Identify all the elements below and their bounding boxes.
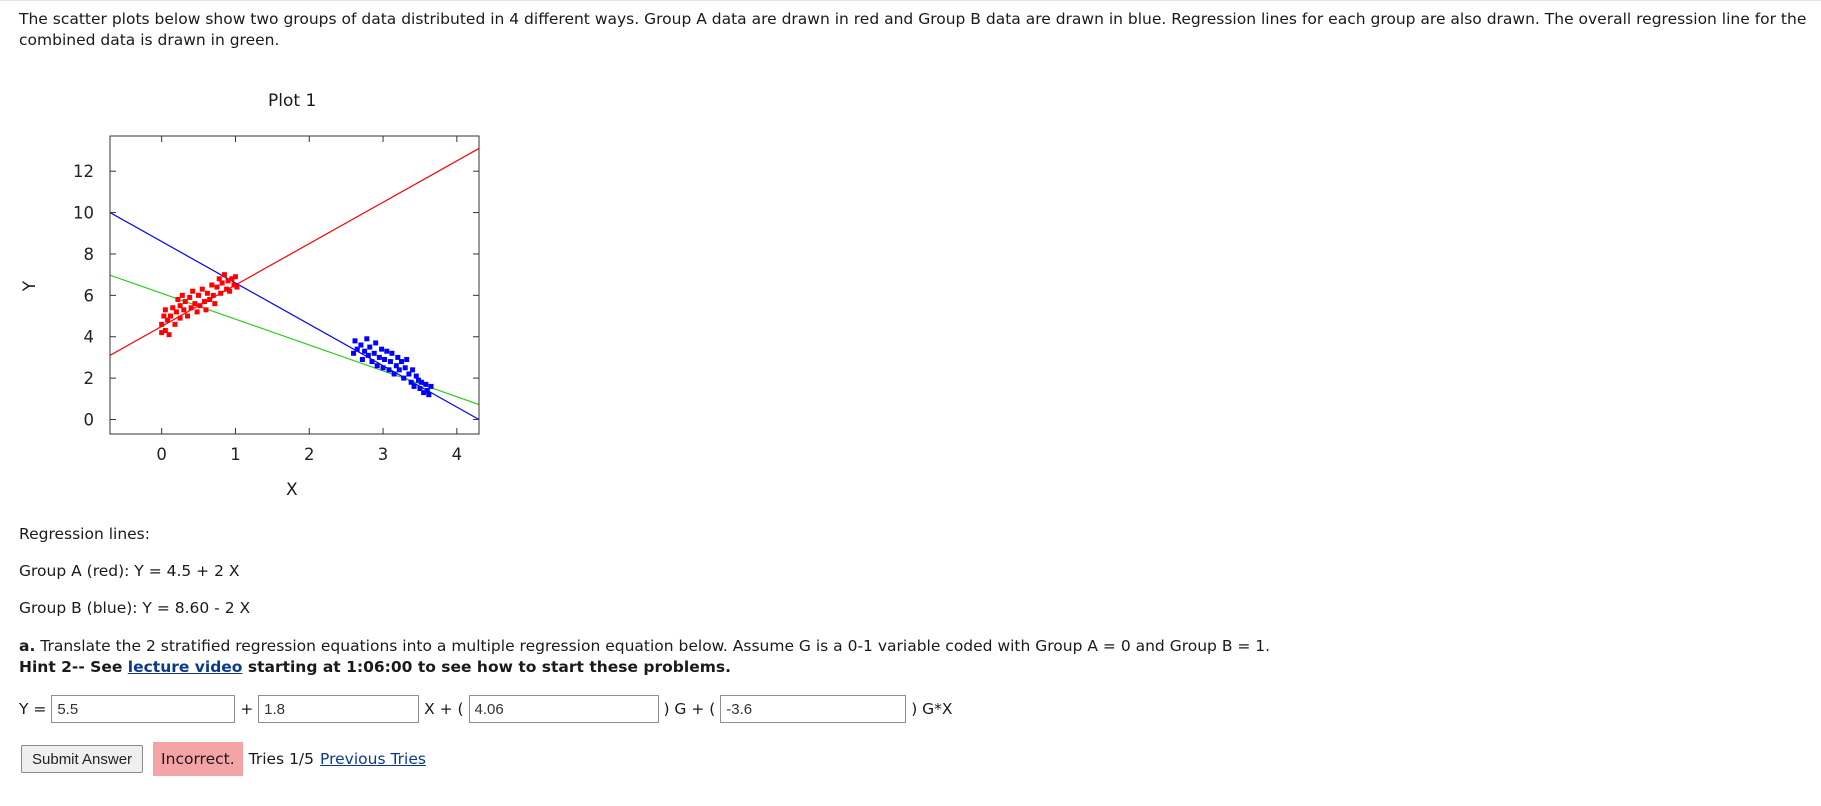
data-points	[159, 272, 433, 397]
group-a-point	[167, 332, 172, 337]
group-b-point	[386, 367, 391, 372]
question-label: a.	[19, 637, 36, 655]
regression-line-0	[110, 148, 479, 355]
gx-label: ) G*X	[906, 700, 953, 718]
group-a-point	[209, 283, 214, 288]
previous-tries-link[interactable]: Previous Tries	[320, 750, 426, 768]
regression-lines	[110, 148, 479, 419]
group-b-point	[364, 336, 369, 341]
group-b-point	[353, 338, 358, 343]
scatter-plot	[0, 0, 520, 470]
group-b-point	[367, 345, 372, 350]
group-b-equation: Group B (blue): Y = 8.60 - 2 X	[19, 599, 251, 617]
x-tick-label: 3	[377, 445, 389, 464]
plus-label: +	[235, 700, 259, 718]
intercept-input[interactable]	[51, 695, 235, 723]
group-b-point	[410, 367, 415, 372]
x-axis-label: X	[286, 480, 298, 500]
group-b-point	[412, 384, 417, 389]
group-b-point	[426, 392, 431, 397]
group-b-point	[369, 359, 374, 364]
group-a-point	[218, 291, 223, 296]
group-a-point	[200, 287, 205, 292]
group-b-point	[375, 363, 380, 368]
question-text: Translate the 2 stratified regression equations into a multiple regression equation below. Assume G is a 0-1 variable coded with Group A = 0 and Group B = 1.	[35, 637, 1271, 655]
question-a	[19, 636, 1270, 657]
group-a-point	[178, 316, 183, 321]
status-badge: Incorrect.	[153, 742, 243, 776]
group-b-point	[399, 359, 404, 364]
y-tick-label: 12	[73, 162, 94, 182]
plot-title: Plot 1	[268, 91, 317, 111]
group-b-point	[384, 349, 389, 354]
group-b-point	[373, 340, 378, 345]
x-tick-label: 4	[451, 445, 463, 464]
group-a-point	[163, 307, 168, 312]
group-a-point	[202, 299, 207, 304]
y-axis-label: Y	[20, 280, 41, 292]
group-b-point	[429, 384, 434, 389]
g-paren-label: ) G + (	[658, 700, 721, 718]
group-b-point	[401, 376, 406, 381]
group-b-point	[419, 380, 424, 385]
group-a-point	[211, 293, 216, 298]
group-b-point	[381, 365, 386, 370]
tries-count: Tries 1/5	[248, 750, 315, 768]
y-tick-label: 10	[73, 203, 94, 223]
group-b-point	[392, 371, 397, 376]
x-coefficient-input[interactable]	[258, 695, 419, 723]
group-a-point	[220, 280, 225, 285]
group-b-point	[366, 353, 371, 358]
group-b-point	[404, 357, 409, 362]
group-a-point	[190, 289, 195, 294]
group-a-point	[181, 307, 186, 312]
group-a-point	[212, 301, 217, 306]
submit-answer-button[interactable]: Submit Answer	[21, 745, 143, 773]
group-a-point	[233, 274, 238, 279]
group-a-point	[180, 293, 185, 298]
plot-frame	[110, 136, 479, 434]
group-a-point	[196, 293, 201, 298]
hint-suffix: starting at 1:06:00 to see how to start these problems.	[242, 658, 731, 676]
y-tick-label: 4	[83, 327, 94, 347]
group-a-point	[175, 297, 180, 302]
group-b-point	[388, 359, 393, 364]
hint-line	[19, 658, 731, 676]
group-b-point	[360, 357, 365, 362]
x-tick-label: 1	[230, 445, 241, 464]
gx-coefficient-input[interactable]	[720, 695, 906, 723]
group-b-point	[403, 365, 408, 370]
regression-heading: Regression lines:	[19, 525, 150, 543]
group-a-point	[198, 303, 203, 308]
y-tick-label: 0	[83, 410, 94, 430]
group-a-point	[172, 322, 177, 327]
y-equals-label: Y =	[19, 700, 52, 718]
problem-intro: The scatter plots below show two groups of data distributed in 4 different ways. Group A data are drawn in red and Group B data are drawn in blue. Regression lines for each group are also drawn. The overall regression line for the combined data is drawn in green.	[19, 10, 1807, 49]
group-a-point	[185, 314, 190, 319]
lecture-video-link[interactable]: lecture video	[127, 658, 243, 676]
x-tick-label: 0	[156, 445, 167, 464]
group-a-point	[195, 309, 200, 314]
group-a-point	[234, 285, 239, 290]
group-b-point	[372, 351, 377, 356]
group-a-point	[205, 291, 210, 296]
submit-row	[21, 742, 426, 776]
group-b-point	[397, 367, 402, 372]
group-b-point	[358, 343, 363, 348]
group-a-point	[222, 272, 227, 277]
g-coefficient-input[interactable]	[469, 695, 659, 723]
group-a-point	[192, 301, 197, 306]
group-a-point	[227, 289, 232, 294]
group-a-point	[203, 307, 208, 312]
group-a-point	[183, 299, 188, 304]
group-b-point	[377, 355, 382, 360]
group-b-point	[389, 351, 394, 356]
group-b-point	[379, 347, 384, 352]
axis-ticks	[73, 136, 479, 464]
group-b-point	[382, 357, 387, 362]
y-tick-label: 6	[83, 286, 94, 306]
x-paren-label: X + (	[419, 700, 469, 718]
group-a-point	[159, 322, 164, 327]
group-a-point	[174, 309, 179, 314]
equation-row	[19, 695, 953, 723]
group-b-point	[423, 382, 428, 387]
y-tick-label: 8	[83, 244, 94, 264]
group-a-point	[168, 314, 173, 319]
group-a-equation: Group A (red): Y = 4.5 + 2 X	[19, 562, 240, 580]
group-a-point	[215, 285, 220, 290]
hint-prefix: Hint 2-- See	[19, 658, 128, 676]
x-tick-label: 2	[304, 445, 315, 464]
group-a-point	[187, 295, 192, 300]
y-tick-label: 2	[83, 369, 94, 389]
